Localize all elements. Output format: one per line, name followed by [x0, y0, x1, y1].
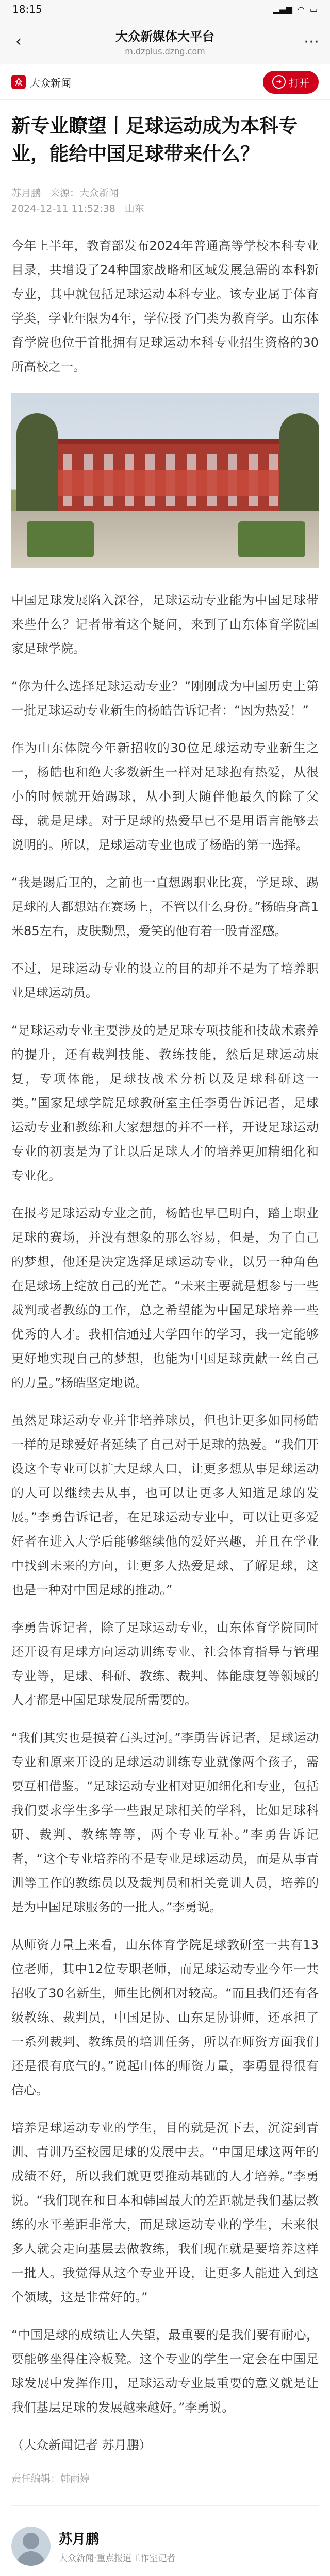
nav-title-block: [29, 26, 301, 56]
article-paragraph: “中国足球的成绩让人失望，最重要的是我们要有耐心，要能够坐得住冷板凳。这个专业的学生一定会在中国足球发展中发挥作用，足球运动专业最重要的意义就是让我们基层足球的发展越来越好。”李勇说。: [11, 2328, 319, 2415]
article-paragraph: “我是踢后卫的，之前也一直想踢职业比赛，学足球、踢足球的人都想站在赛场上，不管以什么身份。”杨皓身高1米85左右，皮肤黝黑，爱笑的他有着一股青涩感。: [11, 875, 319, 938]
signal-icon: ▂▄▆: [273, 4, 292, 14]
article-paragraph: 不过，足球运动专业的设立的目的却并不是为了培养职业足球运动员。: [11, 961, 319, 1000]
photo-tree: [16, 413, 58, 527]
article-photo: [11, 393, 319, 568]
open-app-label: 打开: [289, 76, 309, 89]
status-bar: [0, 0, 330, 19]
meta-source-label: 来源：: [50, 188, 80, 199]
article-paragraph: 今年上半年，教育部发布2024年普通高等学校本科专业目录，共增设了24种国家战略和区域发展急需的本科新专业，其中就包括足球运动本科专业。该专业属于体育学类，学业年限为4年，学位授予门类为教育学。山东体育学院也位于首批拥有足球运动本科专业招生资格的30所高校之一。: [11, 239, 319, 374]
battery-icon: ▭: [309, 4, 318, 14]
article-paragraph: 从师资力量上来看，山东体育学院足球教研室一共有13位老师，其中12位专职老师，而足球运动专业今年一共招收了30名新生，师生比例相对较高。“而且我们还有各级教练、裁判员，中国足协、山东足协讲师，还承担了一系列裁判、教练员的培训任务，所以在师资方面我们还是很有底气的。”说起山体的师资力量，李勇显得很有信心。: [11, 1938, 319, 2097]
photo-flowerbed: [27, 521, 94, 557]
article-paragraph: 培养足球运动专业的学生，目的就是沉下去，沉淀到青训、青训乃至校园足球的发展中去。“中国足球这两年的成绩不好，所以我们就更要推动基础的人才培养。”李勇说。“我们现在和日本和韩国最大的差距就是我们基层教练的水平差距非常大，而足球运动专业的学生，未来很多人就会走向基层去做教练，我们现在就是要培养这样一批人。我觉得从这个专业开设，让更多人能进入到这个领域，这是非常好的。”: [11, 2121, 319, 2304]
status-icons: [273, 5, 318, 14]
meta-author: 苏月鹏: [11, 188, 41, 199]
photo-flowerbed: [238, 521, 305, 557]
meta-row-time: [11, 201, 319, 216]
article-byline: （大众新闻记者 苏月鹏）: [11, 2438, 152, 2452]
meta-row-source: [11, 185, 319, 201]
article: [0, 100, 330, 2576]
meta-source: 大众新闻: [79, 188, 119, 199]
back-arrow-icon[interactable]: ‹: [15, 32, 22, 50]
nav-url: m.dzplus.dzng.com: [125, 46, 205, 56]
status-time: 18:15: [12, 3, 42, 15]
browser-nav-bar: [0, 19, 330, 64]
author-name[interactable]: 苏月鹏: [59, 2532, 100, 2547]
nav-title: 大众新媒体大平台: [116, 29, 214, 44]
divider: [11, 2505, 319, 2506]
article-meta: [11, 185, 319, 216]
meta-datetime: 2024-12-11 11:52:38: [11, 203, 116, 214]
brand-logo: 众: [11, 75, 26, 89]
article-paragraph: 中国足球发展陷入深谷，足球运动专业能为中国足球带来些什么？记者带着这个疑问，来到了山东体育学院国家足球学院。: [11, 593, 319, 656]
responsible-editor: 责任编辑：韩雨婷: [11, 2473, 90, 2484]
wifi-icon: ◠: [297, 4, 305, 14]
open-app-button[interactable]: [263, 71, 319, 94]
article-paragraph: 虽然足球运动专业并非培养球员，但也让更多如同杨皓一样的足球爱好者延续了自己对于足球的热爱。“我们开设这个专业可以扩大足球人口，让更多想从事足球运动的人可以继续去从事，也可以让更多人知道足球的发展。”李勇告诉记者，在足球运动专业中，可以让更多爱好者在进入大学后能够继续他的爱好兴趣，并且在学业中找到未来的方向，让更多人热爱足球、了解足球，这也是一种对中国足球的推动。”: [11, 1413, 319, 1597]
meta-source-group: [50, 185, 119, 201]
article-paragraph: “我们其实也是摸着石头过河。”李勇告诉记者，足球运动专业和原来开设的足球运动训练专业就像两个孩子，需要互相借鉴。“足球运动专业相对更加细化和专业，包括我们要求学生多学一些跟足球相关的学科，比如足球科研、裁判、教练等等，两个专业互补。”李勇告诉记者，“这个专业培养的不是专业足球运动员，而是从事青训等工作的教练员以及裁判员和相关竞训人员，培养的是为中国足球服务的一批人。”李勇说。: [11, 1731, 319, 1914]
article-paragraph: 李勇告诉记者，除了足球运动专业，山东体育学院同时还开设有足球方向运动训练专业、社会体育指导与管理专业等，足球、科研、教练、裁判、体能康复等领域的人才都是中国足球发展所需要的。: [11, 1620, 319, 1707]
open-arrow-icon: ➜: [272, 75, 286, 89]
photo-sign: [58, 470, 279, 496]
article-paragraph: 作为山东体院今年新招收的30位足球运动专业新生之一，杨皓也和绝大多数新生一样对足球抱有热爱，从很小的时候就开始踢球，从小到大随伴他最久的除了父母，就是足球。对于足球的热爱早已不是用语言能够去说明的。所以，足球运动专业也成了杨皓的第一选择。: [11, 741, 319, 852]
article-headline: 新专业瞭望丨足球运动成为本科专业，能给中国足球带来什么？: [11, 115, 298, 165]
article-paragraph: “足球运动专业主要涉及的是足球专项技能和技战术素养的提升，还有裁判技能、教练技能，然后足球运动康复，专项体能，足球技战术分析以及足球科研这一类。”国家足球学院足球教研室主任李勇告诉记者，足球运动专业和教练和大家想想的并不一样，开设足球运动专业的初衷是为了让以后足球人才的培养更加精细化和专业化。: [11, 1023, 319, 1183]
brand-name: 大众新闻: [30, 76, 71, 89]
app-banner: [0, 64, 330, 100]
author-role: 大众新闻·重点报道工作室记者: [59, 2553, 176, 2564]
meta-location: 山东: [124, 203, 144, 214]
photo-tree: [279, 413, 319, 527]
more-dots-icon[interactable]: ⋯: [304, 32, 319, 50]
article-paragraph: “你为什么选择足球运动专业？”刚刚成为中国历史上第一批足球运动专业新生的杨皓告诉记者：“因为热爱！”: [11, 679, 319, 718]
author-avatar[interactable]: [11, 2527, 51, 2566]
brand: [11, 75, 71, 90]
author-card[interactable]: [11, 2521, 319, 2576]
article-body: [11, 588, 319, 2458]
author-info: [59, 2529, 175, 2564]
article-paragraph: 在报考足球运动专业之前，杨皓也早已明白，踏上职业足球的赛场，并没有想象的那么容易，但是，为了自己的梦想，他还是决定选择足球运动专业，以另一种角色在足球场上绽放自己的光芒。“未来主要就是想参与一些裁判或者教练的工作，总之希望能为中国足球培养一些优秀的人才。我相信通过大学四年的学习，我一定能够更好地实现自己的梦想，也能为中国足球贡献一丝自己的力量。”杨皓坚定地说。: [11, 1206, 319, 1390]
